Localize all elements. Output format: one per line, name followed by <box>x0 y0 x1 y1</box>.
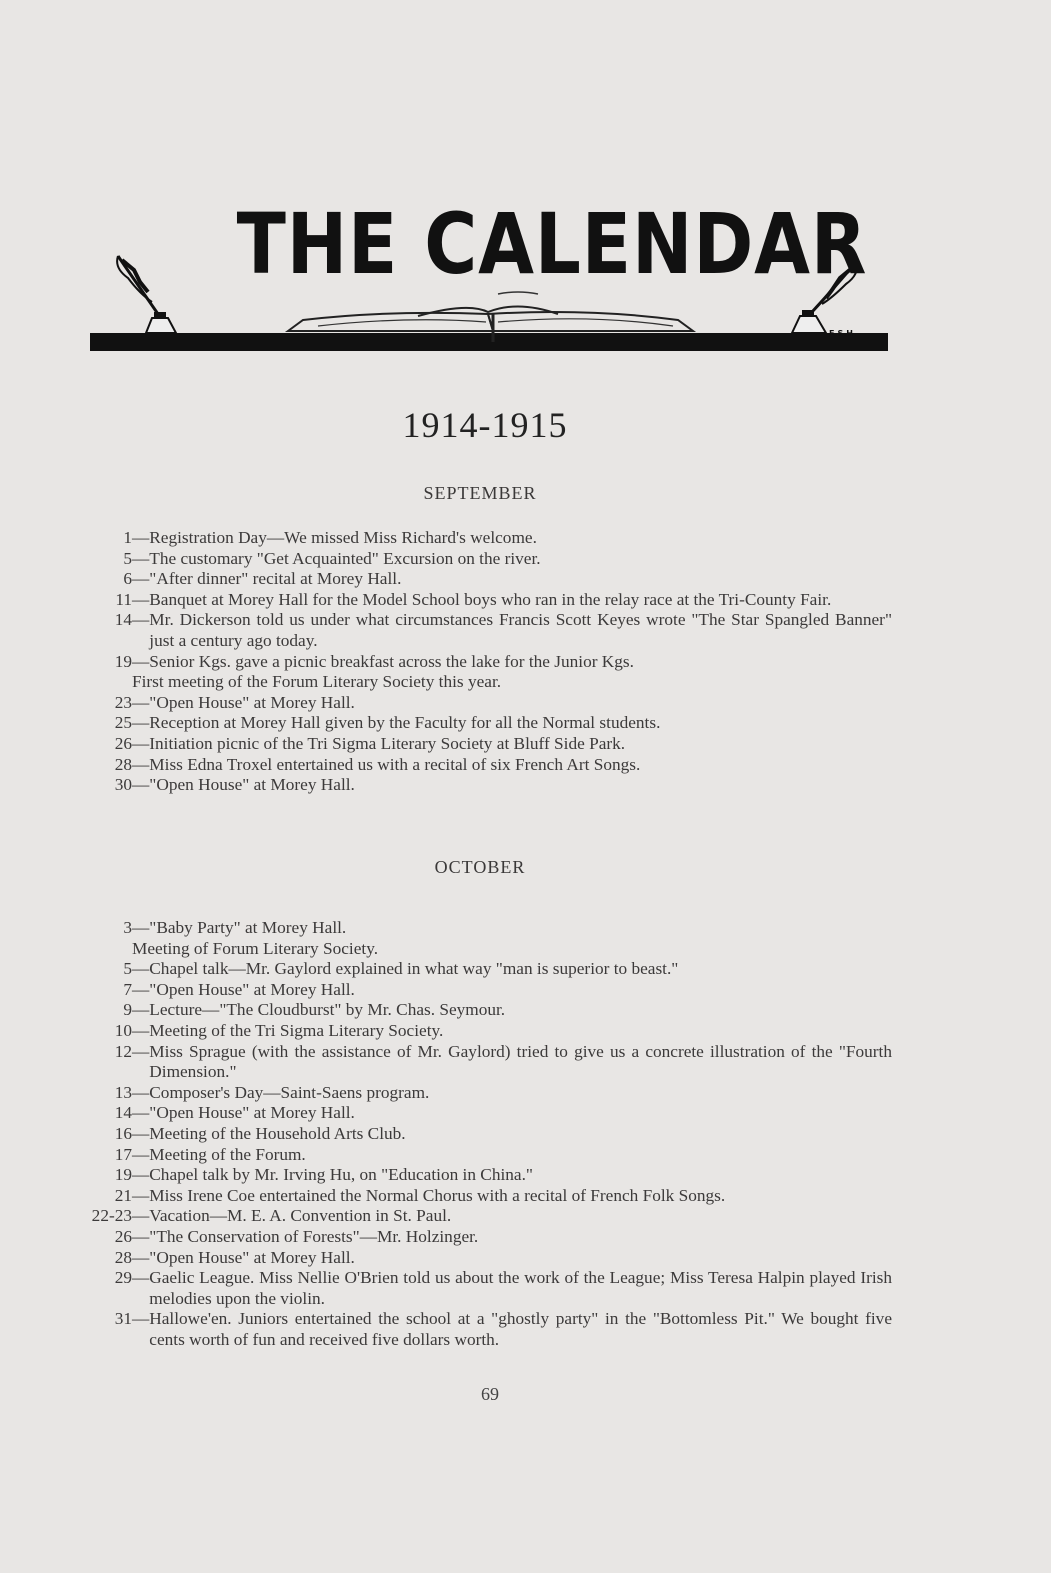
calendar-entry: 11 — Banquet at Morey Hall for the Model School boys who ran in the relay race at the Tri-County Fair. <box>115 589 832 609</box>
calendar-entry: 25 — Reception at Morey Hall given by the Faculty for all the Normal students. <box>114 713 661 733</box>
page-title: THE CALENDAR <box>236 195 868 293</box>
calendar-entry-continuation: Meeting of Forum Literary Society. <box>132 938 379 958</box>
calendar-entry: 5 — Chapel talk—Mr. Gaylord explained in what way "man is superior to beast." <box>123 959 679 979</box>
september-entries <box>82 528 892 796</box>
calendar-entry: 26 — "The Conservation of Forests"—Mr. Holzinger. <box>114 1226 479 1246</box>
calendar-entry: 23 — "Open House" at Morey Hall. <box>114 692 355 712</box>
calendar-entry: 17 — Meeting of the Forum. <box>114 1144 306 1164</box>
calendar-entry: 28 — Miss Edna Troxel entertained us with a recital of six French Art Songs. <box>114 754 641 774</box>
calendar-entry: 12 — Miss Sprague (with the assistance of Mr. Gaylord) tried to give us a concrete illustration of the "Fourth Dimension." <box>114 1041 892 1082</box>
calendar-entry: 31 — Hallowe'en. Juniors entertained the school at a "ghostly party" in the "Bottomless Pit." We bought five cents worth of fun and received five dollars worth. <box>114 1309 892 1349</box>
calendar-entry: 22-23 — Vacation—M. E. A. Convention in St. Paul. <box>91 1206 452 1226</box>
page-number: 69 <box>481 1384 499 1404</box>
calendar-entry: 21 — Miss Irene Coe entertained the Normal Chorus with a recital of French Folk Songs. <box>114 1185 726 1205</box>
calendar-entry: 26 — Initiation picnic of the Tri Sigma Literary Society at Bluff Side Park. <box>114 733 626 753</box>
calendar-entry: 5 — The customary "Get Acquainted" Excursion on the river. <box>123 548 541 568</box>
calendar-entry: 10 — Meeting of the Tri Sigma Literary Society. <box>114 1020 444 1040</box>
month-heading-september: SEPTEMBER <box>423 483 537 503</box>
calendar-entry: 7 — "Open House" at Morey Hall. <box>123 979 355 999</box>
artist-initials: E.S.H. <box>829 329 857 338</box>
calendar-entry: 3 — "Baby Party" at Morey Hall. <box>123 918 347 937</box>
inkwell-left-icon <box>117 256 176 333</box>
calendar-entry: 30 — "Open House" at Morey Hall. <box>114 775 355 795</box>
calendar-entry: 14 — Mr. Dickerson told us under what circumstances Francis Scott Keyes wrote "The Star Spangled Banner" just a century ago today. <box>114 610 892 650</box>
calendar-entry: 28 — "Open House" at Morey Hall. <box>114 1247 355 1267</box>
calendar-entry: 16 — Meeting of the Household Arts Club. <box>114 1123 406 1143</box>
calendar-entry-continuation: First meeting of the Forum Literary Society this year. <box>132 672 502 692</box>
october-entries <box>82 918 892 1350</box>
calendar-entry: 6 — "After dinner" recital at Morey Hall. <box>123 569 402 589</box>
calendar-entry: 29 — Gaelic League. Miss Nellie O'Brien told us about the work of the League; Miss Teresa Halpin played Irish melodies upon the violin. <box>114 1268 892 1308</box>
calendar-entry: 9 — Lecture—"The Cloudburst" by Mr. Chas. Seymour. <box>123 1000 506 1020</box>
calendar-entry: 14 — "Open House" at Morey Hall. <box>114 1103 355 1123</box>
calendar-entry: 19 — Senior Kgs. gave a picnic breakfast across the lake for the Junior Kgs. <box>114 651 634 671</box>
calendar-entry: 1 — Registration Day—We missed Miss Richard's welcome. <box>123 528 537 547</box>
calendar-entry: 13 — Composer's Day—Saint-Saens program. <box>114 1082 430 1102</box>
month-heading-october: OCTOBER <box>434 857 526 877</box>
year-heading: 1914-1915 <box>402 405 568 445</box>
calendar-banner <box>88 190 890 356</box>
calendar-entry: 19 — Chapel talk by Mr. Irving Hu, on "Education in China." <box>114 1165 533 1185</box>
